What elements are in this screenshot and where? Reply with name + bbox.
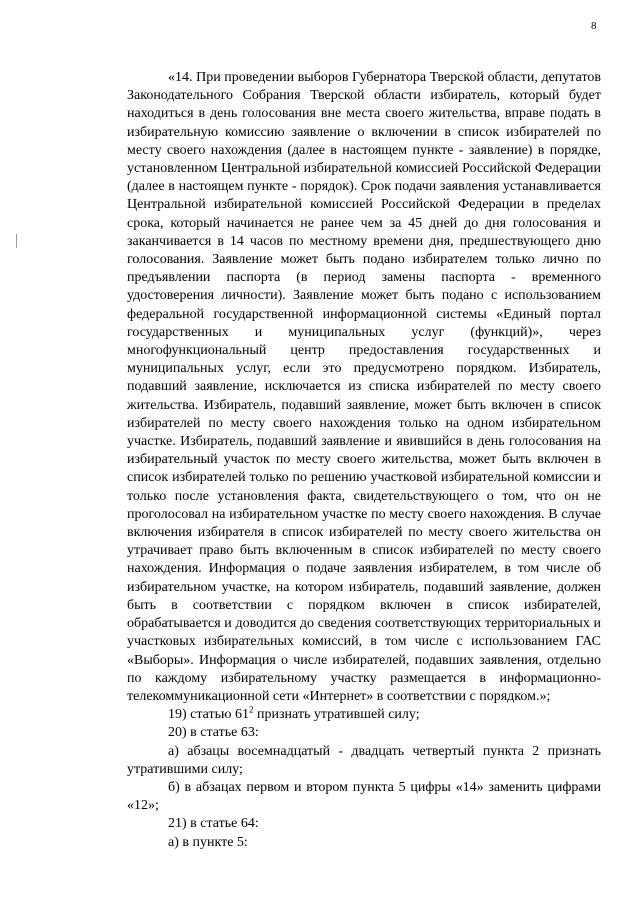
paragraph-20b: б) в абзацах первом и втором пункта 5 цифры «14» заменить цифрами «12»;: [127, 779, 601, 814]
document-body: [127, 69, 601, 852]
paragraph-21a: а) в пункте 5:: [168, 834, 248, 850]
margin-mark: [16, 234, 17, 248]
paragraph-20: 20) в статье 63:: [168, 725, 259, 741]
page-number: 8: [591, 20, 597, 32]
article-superscript: 2: [248, 704, 254, 715]
paragraph-19-text: 19) статью 61: [168, 707, 249, 723]
paragraph-19-tail: признать утратившей силу;: [253, 707, 420, 723]
paragraph-21: 21) в статье 64:: [168, 816, 259, 832]
paragraph-19: [127, 706, 601, 724]
paragraph-14: «14. При проведении выборов Губернатора Тверской области, депутатов Законодательного Собрания Тверской области избиратель, который будет находиться в день голосования вне места своего жительства, вправе подать в избирательную комиссию заявление о включении в список избирателей по месту своего нахождения (далее в настоящем пункте - заявление) в порядке, установленном Центральной избирательной комиссией Российской Федерации (далее в настоящем пункте - порядок). Срок подачи заявления устанавливается Центральной избирательной комиссией Российской Федерации в пределах срока, который начинается не ранее чем за 45 дней до дня голосования и заканчивается в 14 часов по местному времени дня, предшествующего дню голосования. Заявление может быть подано избирателем только лично по предъявлении паспорта (в период замены паспорта - временного удостоверения личности). Заявление может быть подано с использованием федеральной государственной информационной системы «Единый портал государственных и муниципальных услуг (функций)», через многофункциональный центр предоставления государственных и муниципальных услуг, если это предусмотрено порядком. Избиратель, подавший заявление, исключается из списка избирателей по месту своего жительства. Избиратель, подавший заявление, может быть включен в список избирателей по месту своего нахождения только на одном избирательном участке. Избиратель, подавший заявление и явившийся в день голосования на избирательный участок по месту своего жительства, может быть включен в список избирателей только по решению участковой избирательной комиссии и только после установления факта, свидетельствующего о том, что он не проголосовал на избирательном участке по месту своего нахождения. В случае включения избирателя в список избирателей по месту своего жительства он утрачивает право быть включенным в список избирателей по месту своего нахождения. Информация о подаче заявления избирателем, в том числе об избирательном участке, на котором избиратель, подавший заявление, должен быть в соответствии с порядком включен в список избирателей, обрабатывается и доводится до сведения соответствующих территориальных и участковых избирательных комиссий, в том числе с использованием ГАС «Выборы». Информация о числе избирателей, подавших заявления, отдельно по каждому избирательному участку размещается в информационно-телекоммуникационной сети «Интернет» в соответствии с порядком.»;: [127, 70, 601, 704]
paragraph-20a: а) абзацы восемнадцатый - двадцать четвертый пункта 2 признать утратившими силу;: [127, 743, 601, 777]
